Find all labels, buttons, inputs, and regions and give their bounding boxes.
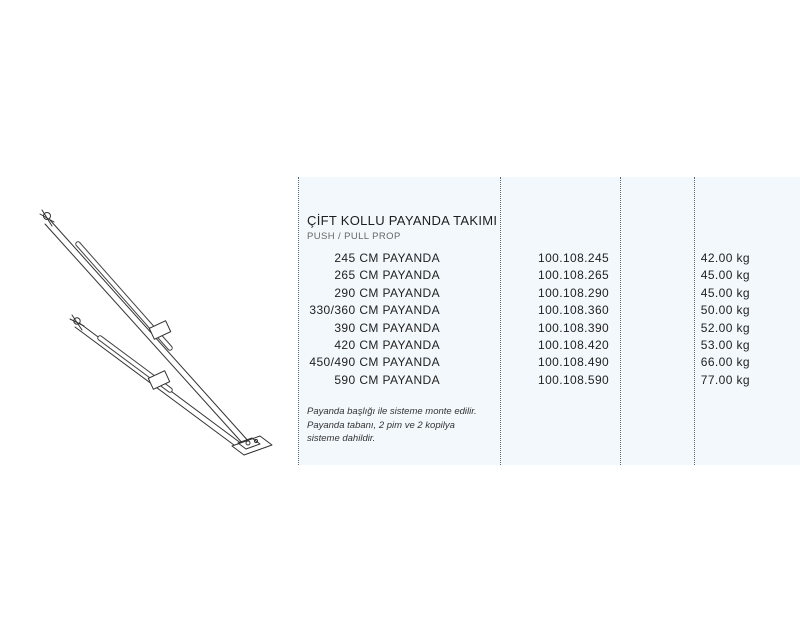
item-name: 330/360 CM PAYANDA: [309, 303, 440, 318]
item-weight: 45.00 kg: [700, 268, 750, 283]
item-name: 420 CM PAYANDA: [334, 337, 440, 352]
table-row: [298, 355, 800, 372]
item-weight: 50.00 kg: [700, 303, 750, 318]
item-weight: 66.00 kg: [700, 355, 750, 370]
table-row: [298, 251, 800, 268]
item-weight: 45.00 kg: [700, 285, 750, 300]
table-row: [298, 321, 800, 338]
item-name: 450/490 CM PAYANDA: [309, 355, 440, 370]
item-code: 100.108.245: [538, 251, 610, 265]
table-row: [298, 303, 800, 320]
table-row: [298, 373, 800, 390]
note-line: sisteme dahildir.: [307, 433, 376, 444]
note-line: Payanda başlığı ile sisteme monte edilir.: [307, 406, 477, 417]
item-name: 245 CM PAYANDA: [334, 251, 440, 265]
item-code: 100.108.290: [538, 285, 610, 300]
item-code: 100.108.265: [538, 268, 610, 283]
table-row: [298, 268, 800, 285]
product-catalog-panel: [298, 177, 800, 465]
item-code: 100.108.590: [538, 372, 610, 387]
item-code: 100.108.420: [538, 337, 610, 352]
item-name: 265 CM PAYANDA: [334, 268, 440, 283]
table-row: [298, 286, 800, 303]
product-note: [307, 405, 507, 446]
item-name: 390 CM PAYANDA: [334, 320, 440, 335]
product-title: ÇİFT KOLLU PAYANDA TAKIMI: [307, 213, 498, 228]
table-row: [298, 338, 800, 355]
note-line: Payanda tabanı, 2 pim ve 2 kopilya: [307, 419, 455, 431]
item-weight: 42.00 kg: [700, 251, 750, 265]
item-code: 100.108.490: [538, 355, 610, 370]
item-weight: 77.00 kg: [700, 372, 750, 387]
item-name: 290 CM PAYANDA: [334, 285, 440, 300]
item-weight: 52.00 kg: [700, 320, 750, 335]
product-table: [298, 251, 800, 390]
item-weight: 53.00 kg: [700, 337, 750, 352]
product-subtitle: PUSH / PULL PROP: [307, 231, 401, 242]
push-pull-prop-illustration: [20, 200, 280, 460]
item-code: 100.108.390: [538, 320, 610, 335]
long-prop-drawing: [40, 210, 250, 446]
item-name: 590 CM PAYANDA: [334, 372, 440, 387]
item-code: 100.108.360: [538, 303, 610, 318]
